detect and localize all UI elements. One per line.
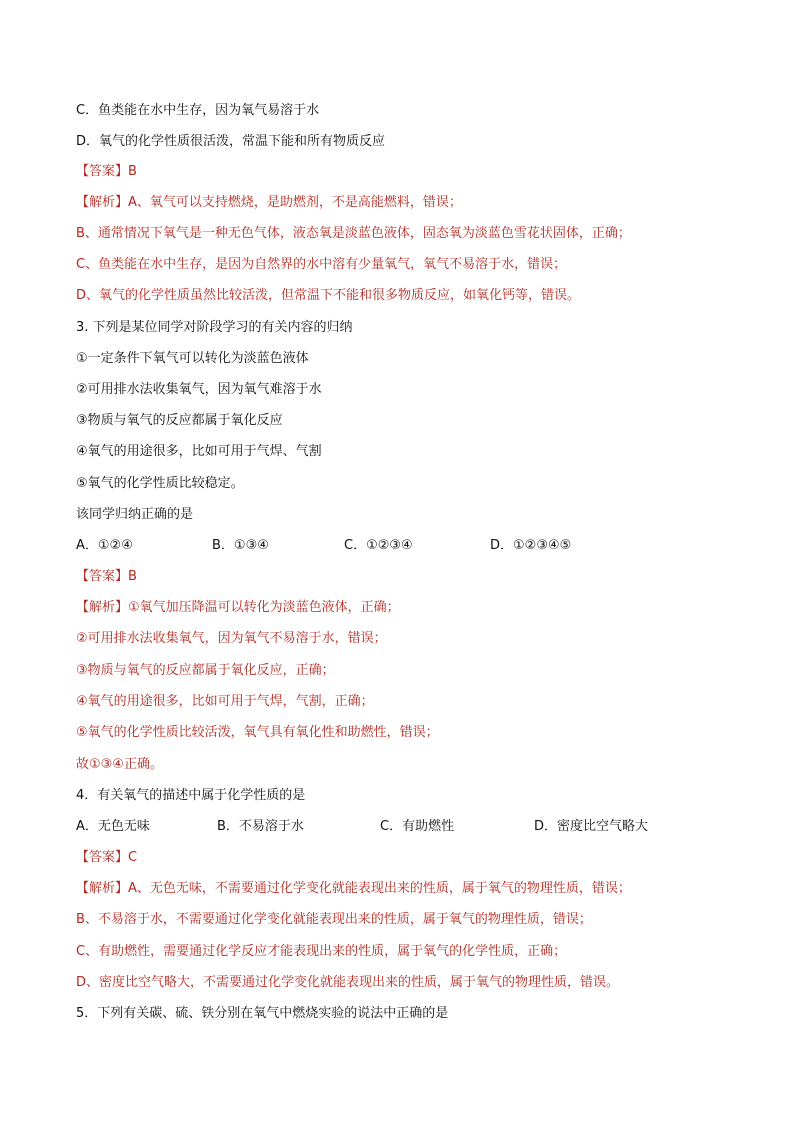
q4-answer: 【答案】C (76, 850, 138, 865)
q3-stem: 3. 下列是某位同学对阶段学习的有关内容的归纳 (76, 320, 353, 335)
q4-analysis-line-4: D、密度比空气略大，不需要通过化学变化就能表现出来的性质，属于氧气的物理性质，错误。 (76, 975, 620, 990)
q3-item-3: ③物质与氧气的反应都属于氧化反应 (76, 413, 283, 428)
q3-option-c: C．①②③④ (344, 538, 413, 553)
q3-item-2: ②可用排水法收集氧气，因为氧气难溶于水 (76, 382, 322, 397)
q3-analysis-line-2: ②可用排水法收集氧气，因为氧气不易溶于水，错误； (76, 631, 387, 646)
q2-answer: 【答案】B (76, 164, 137, 179)
q2-analysis-line-4: D、氧气的化学性质虽然比较活泼，但常温下不能和很多物质反应，如氧化钙等，错误。 (76, 288, 581, 303)
q3-option-d: D．①②③④⑤ (490, 538, 572, 553)
q3-analysis-line-5: ⑤氧气的化学性质比较活泼，氧气具有氧化性和助燃性，错误； (76, 725, 439, 740)
q3-item-5: ⑤氧气的化学性质比较稳定。 (76, 476, 244, 491)
q3-option-a: A．①②④ (76, 538, 133, 553)
q3-answer: 【答案】B (76, 569, 137, 584)
q2-analysis-line-1: 【解析】A、氧气可以支持燃烧，是助燃剂，不是高能燃料，错误； (76, 195, 462, 210)
q2-analysis-line-3: C、鱼类能在水中生存，是因为自然界的水中溶有少量氧气，氧气不易溶于水，错误； (76, 257, 567, 272)
q2-option-d: D．氧气的化学性质很活泼，常温下能和所有物质反应 (76, 134, 386, 149)
q3-analysis-line-6: 故①③④正确。 (76, 757, 163, 772)
q4-analysis-line-2: B、不易溶于水，不需要通过化学变化就能表现出来的性质，属于氧气的物理性质，错误； (76, 912, 592, 927)
q4-stem: 4．有关氧气的描述中属于化学性质的是 (76, 788, 306, 803)
q2-analysis-line-2: B、通常情况下氧气是一种无色气体，液态氧是淡蓝色液体，固态氧为淡蓝色雪花状固体，正确； (76, 226, 631, 241)
q5-stem: 5．下列有关碳、硫、铁分别在氧气中燃烧实验的说法中正确的是 (76, 1006, 449, 1021)
q4-option-b: B．不易溶于水 (217, 819, 304, 834)
q3-analysis-line-4: ④氧气的用途很多，比如可用于气焊，气割，正确； (76, 694, 374, 709)
q2-option-c: C．鱼类能在水中生存，因为氧气易溶于水 (76, 103, 320, 118)
q4-analysis-line-3: C、有助燃性，需要通过化学反应才能表现出来的性质，属于氧气的化学性质，正确； (76, 944, 567, 959)
q3-item-1: ①一定条件下氧气可以转化为淡蓝色液体 (76, 351, 309, 366)
q3-item-4: ④氧气的用途很多，比如可用于气焊、气割 (76, 444, 322, 459)
q4-option-d: D．密度比空气略大 (534, 819, 649, 834)
q4-analysis-line-1: 【解析】A、无色无味，不需要通过化学变化就能表现出来的性质，属于氧气的物理性质，错误； (76, 881, 631, 896)
q3-option-b: B．①③④ (212, 538, 269, 553)
q4-option-a: A．无色无味 (76, 819, 150, 834)
q3-analysis-line-3: ③物质与氧气的反应都属于氧化反应，正确； (76, 663, 335, 678)
q3-question: 该同学归纳正确的是 (76, 507, 194, 522)
q3-analysis-line-1: 【解析】①氧气加压降温可以转化为淡蓝色液体，正确； (76, 600, 400, 615)
q4-option-c: C．有助燃性 (380, 819, 455, 834)
